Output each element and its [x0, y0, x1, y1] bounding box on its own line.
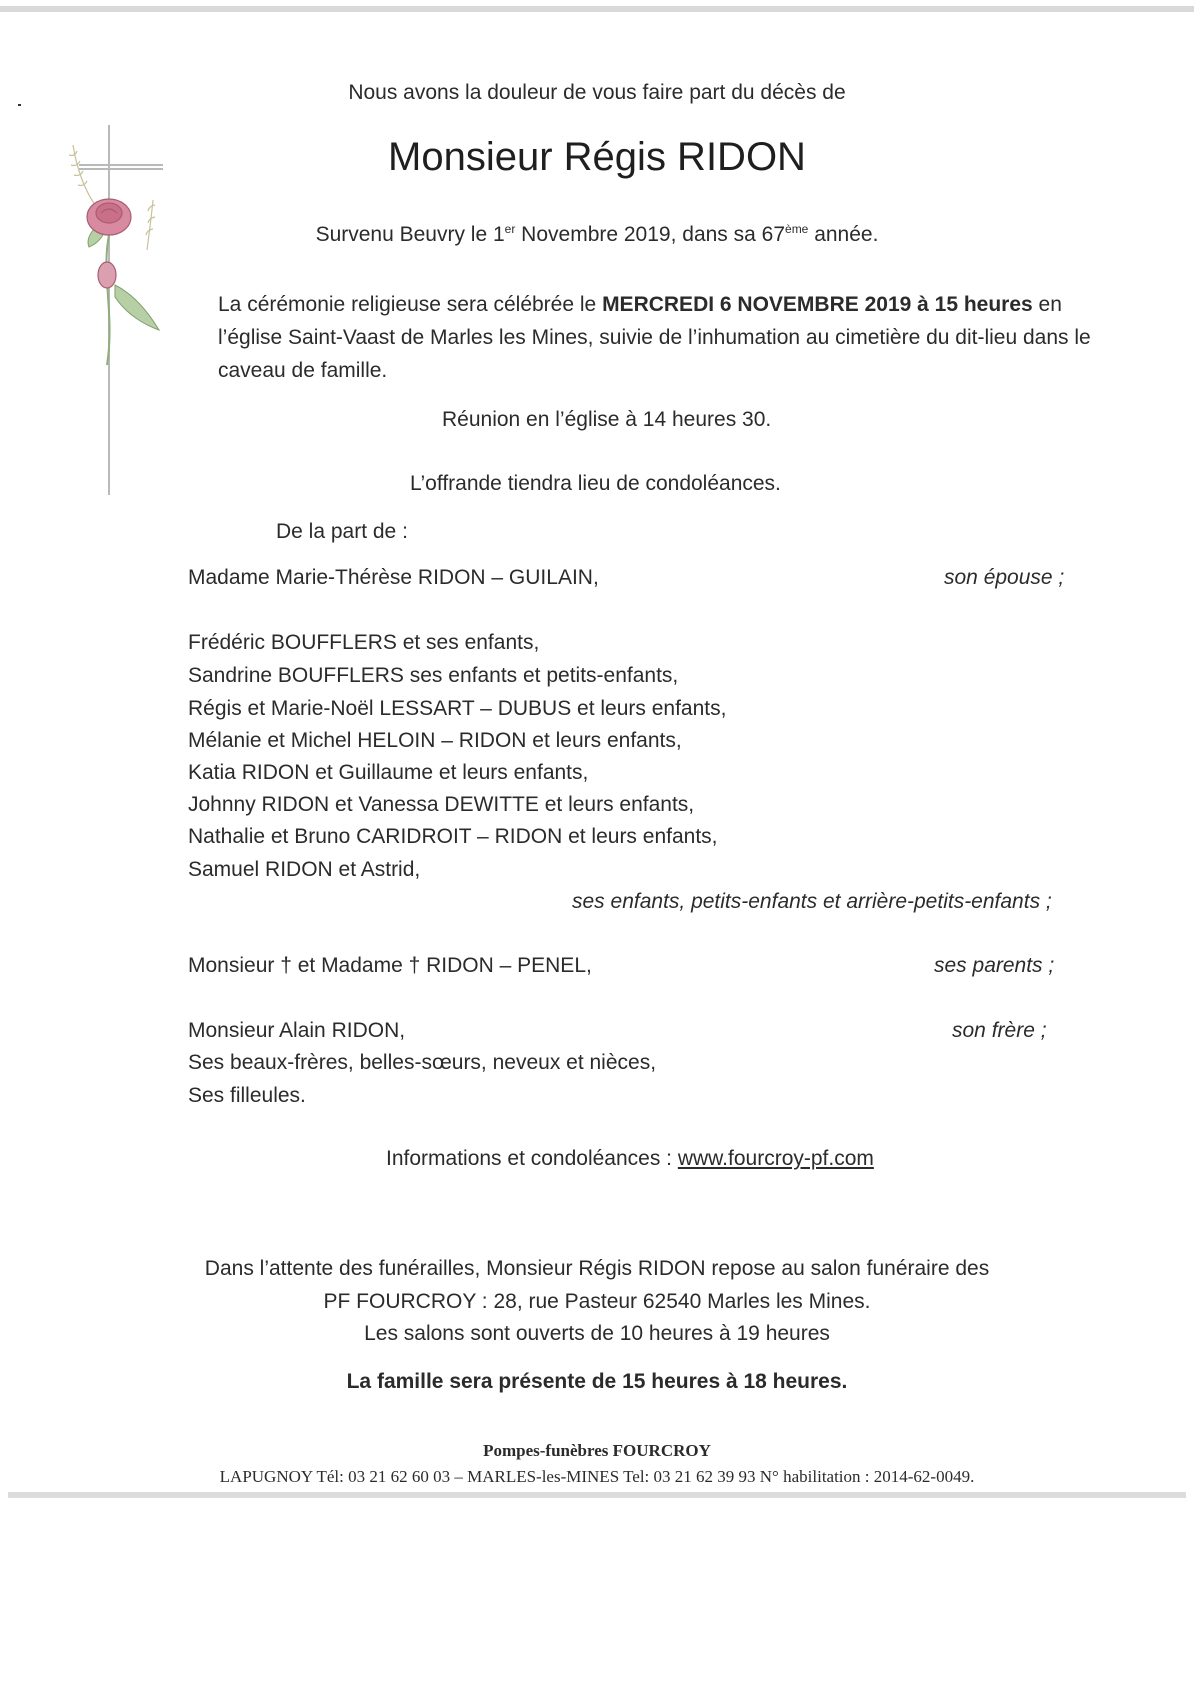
- children-role: ses enfants, petits-enfants et arrière-petits-enfants ;: [572, 890, 1052, 913]
- others-line: Ses beaux-frères, belles-sœurs, neveux et nièces,: [188, 1051, 657, 1074]
- footer-contact: LAPUGNOY Tél: 03 21 62 60 03 – MARLES-les-MINES Tel: 03 21 62 39 93 N° habilitation : 2014-62-0049.: [219, 1467, 975, 1486]
- death-line: Survenu Beuvry le 1er Novembre 2019, dans sa 67ème année.: [315, 222, 879, 246]
- child-line: Sandrine BOUFFLERS ses enfants et petits-enfants,: [188, 664, 679, 687]
- repose-line: PF FOURCROY : 28, rue Pasteur 62540 Marles les Mines.: [323, 1290, 871, 1313]
- ceremony-line-3: caveau de famille.: [218, 359, 388, 382]
- child-line: Johnny RIDON et Vanessa DEWITTE et leurs enfants,: [188, 793, 695, 816]
- reunion-line: Réunion en l’église à 14 heures 30.: [442, 408, 772, 431]
- brother-name: Monsieur Alain RIDON,: [188, 1019, 406, 1042]
- child-line: Samuel RIDON et Astrid,: [188, 858, 421, 881]
- scan-edge-bottom: [8, 1492, 1186, 1498]
- info-line: Informations et condoléances : www.fourcroy-pf.com: [386, 1147, 874, 1170]
- cross-rose-illustration: [55, 125, 175, 495]
- spouse-role: son épouse ;: [944, 566, 1065, 589]
- ceremony-line-1: La cérémonie religieuse sera célébrée le MERCREDI 6 NOVEMBRE 2019 à 15 heures en: [218, 293, 1062, 316]
- child-line: Frédéric BOUFFLERS et ses enfants,: [188, 631, 540, 654]
- deceased-name: Monsieur Régis RIDON: [388, 135, 806, 179]
- repose-line: Les salons sont ouverts de 10 heures à 19 heures: [364, 1322, 830, 1345]
- child-line: Régis et Marie-Noël LESSART – DUBUS et leurs enfants,: [188, 697, 727, 720]
- website-link[interactable]: www.fourcroy-pf.com: [677, 1147, 874, 1170]
- child-line: Mélanie et Michel HELOIN – RIDON et leurs enfants,: [188, 729, 682, 752]
- famille-presente: La famille sera présente de 15 heures à 18 heures.: [346, 1370, 848, 1393]
- repose-line: Dans l’attente des funérailles, Monsieur Régis RIDON repose au salon funéraire des: [204, 1257, 990, 1280]
- parents-role: ses parents ;: [934, 954, 1055, 977]
- footer-company: Pompes-funèbres FOURCROY: [483, 1441, 711, 1460]
- others-line: Ses filleules.: [188, 1084, 306, 1107]
- parents-name: Monsieur † et Madame † RIDON – PENEL,: [188, 954, 592, 977]
- intro-line: Nous avons la douleur de vous faire part du décès de: [348, 81, 846, 104]
- spouse-name: Madame Marie-Thérèse RIDON – GUILAIN,: [188, 566, 599, 589]
- ceremony-line-2: l’église Saint-Vaast de Marles les Mines, suivie de l’inhumation au cimetière du dit-lieu dans le: [218, 326, 1091, 349]
- de-la-part-label: De la part de :: [276, 520, 408, 543]
- offrande-line: L’offrande tiendra lieu de condoléances.: [410, 472, 781, 495]
- scan-edge-top: [0, 6, 1194, 12]
- child-line: Nathalie et Bruno CARIDROIT – RIDON et leurs enfants,: [188, 825, 718, 848]
- child-line: Katia RIDON et Guillaume et leurs enfants,: [188, 761, 589, 784]
- brother-role: son frère ;: [952, 1019, 1047, 1042]
